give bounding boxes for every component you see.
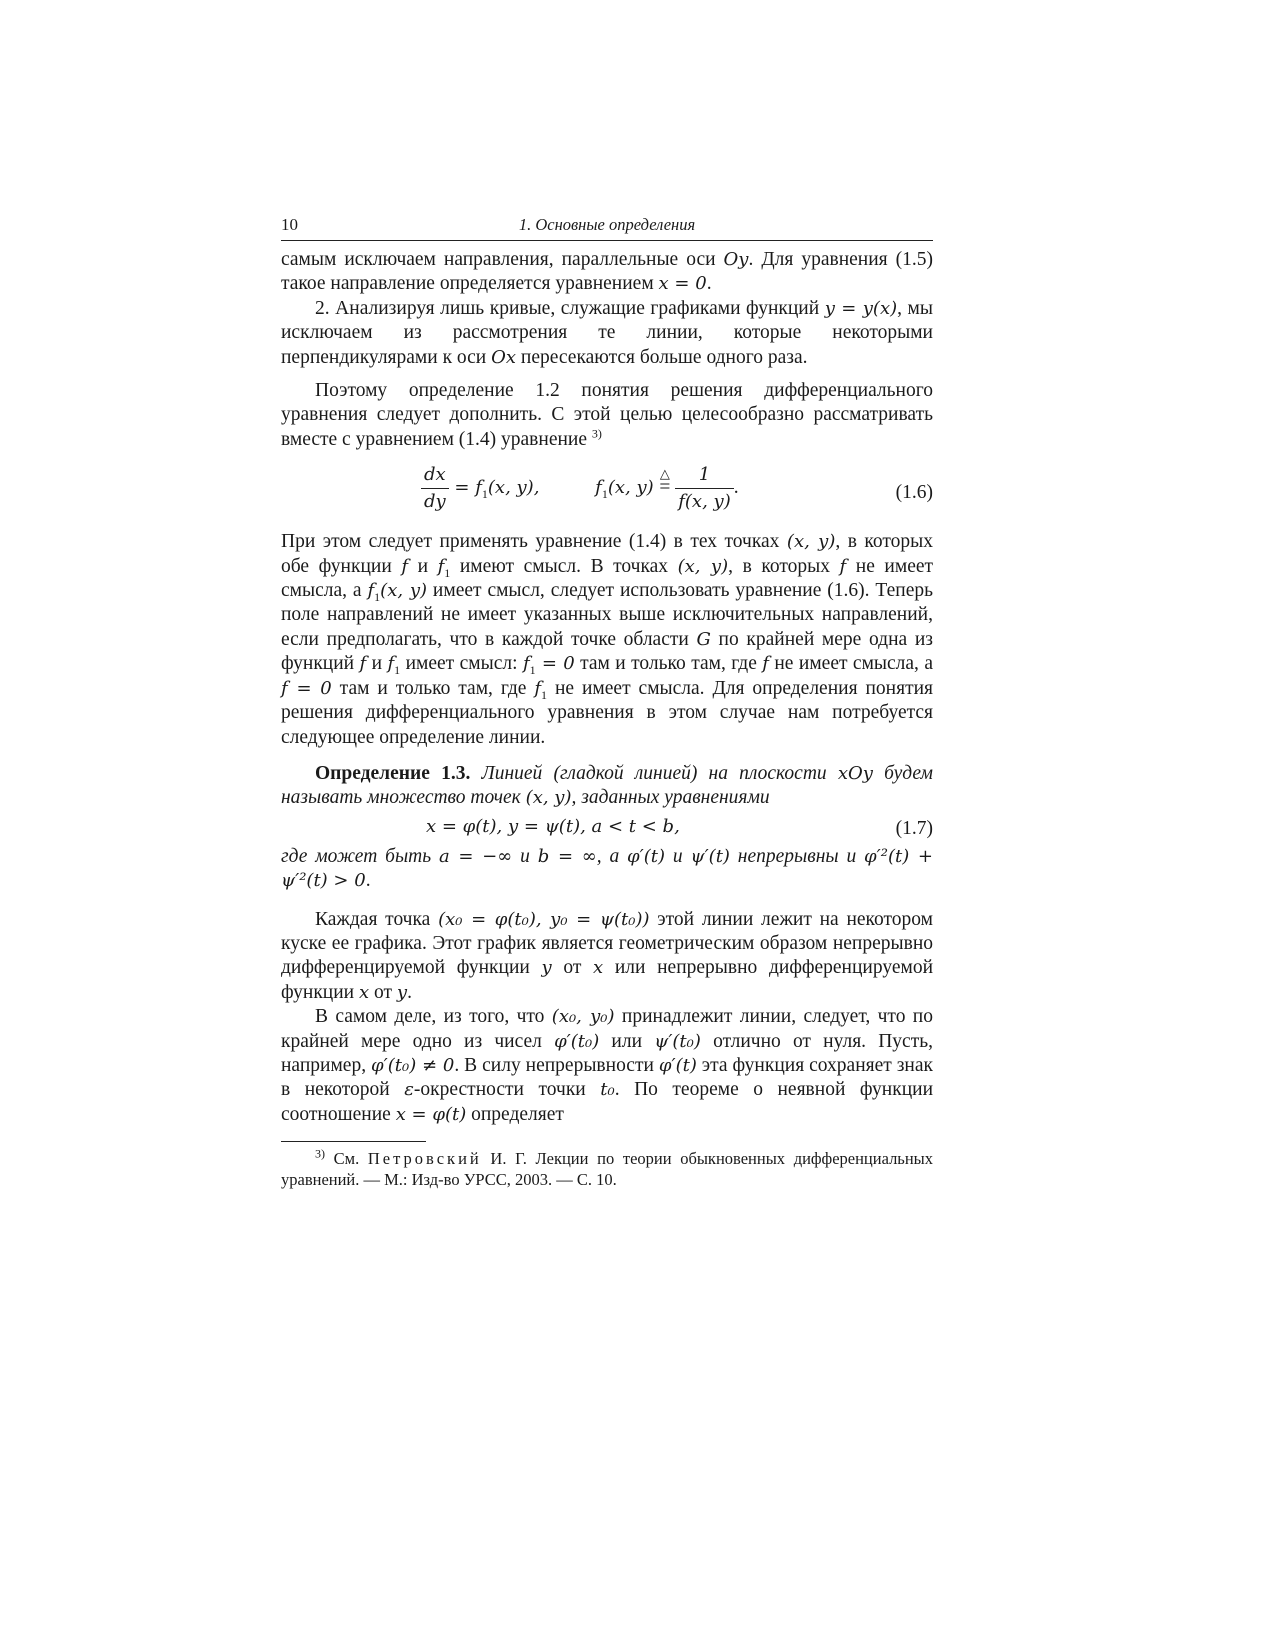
fraction-1-over-f: $\frac{1}{f(x, y)}$	[675, 462, 733, 515]
equation-number-1-6: (1.6)	[895, 482, 933, 504]
page	[281, 213, 933, 1190]
footnote: $^{3)}$ См. Петровский И. Г. Лекции по теории обыкновенных дифференциальных уравнений. — М.: Изд-во УРСС, 2003. — С. 10.	[281, 1146, 933, 1190]
footnote-rule	[281, 1141, 426, 1142]
paragraph-4: При этом следует применять уравнение (1.4) в тех точках (x, y), в которых обе функции f и $f_1$ имеют смысл. В точках (x, y), в которых f не имеет смысла, а $f_1(x$, y) имеет смысл, следует использовать уравнение (1.6). Теперь поле направлений не имеет указанных выше исключительных направлений, если предполагать, что в каждой точке области G по крайней мере одна из функций f и $f_1$ имеет смысл: $f_1 = 0$ там и только там, где f не имеет смысла, а f = 0 там и только там, где $f_1$ не имеет смысла. Для определения понятия решения дифференциального уравнения в этом случае нам потребуется следующее определение линии.	[281, 531, 934, 748]
definition-label: Определение 1.3.	[315, 762, 471, 784]
running-header	[281, 213, 933, 241]
running-title: 1. Основные определения	[518, 215, 696, 234]
page-number: 10	[281, 215, 298, 234]
paragraph-1: самым исключаем направления, параллельные оси Oy. Для уравнения (1.5) такое направление определяется уравнением x = 0.	[281, 249, 933, 295]
equation-1-6: $\frac{dx}{dy}$ = $f_1(x$, y), $f_1(x$, y) △ = $\frac{1}{f(x, y)}$ . (1.6)	[281, 462, 933, 524]
equation-1-7: x = φ(t), y = ψ(t), a < t < b, (1.7)	[281, 815, 933, 843]
defined-equals: △ =	[659, 466, 671, 499]
paragraph-6: В самом деле, из того, что (x₀, y₀) принадлежит линии, следует, что по крайней мере одно из чисел φ′(t₀) или ψ′(t₀) отлично от нуля. Пусть, например, φ′(t₀) ≠ 0. В силу непрерывности φ′(t) эта функция сохраняет знак в некоторой ε-окрестности точки t₀. По теореме о неявной функции соотношение x = φ(t) определяет	[281, 1006, 934, 1125]
paragraph-2: 2. Анализируя лишь кривые, служащие графиками функций y = y(x), мы исключаем из рассмотрения те линии, которые некоторыми перпендикулярами к оси Ox пересекаются больше одного раза.	[281, 297, 933, 368]
equation-number-1-7: (1.7)	[895, 817, 933, 839]
paragraph-3: Поэтому определение 1.2 понятия решения дифференциального уравнения следует дополнить. С этой целью целесообразно рассматривать вместе с уравнением (1.4) уравнение $^{3)}$	[281, 380, 933, 450]
paragraph-5: Каждая точка (x₀ = φ(t₀), y₀ = ψ(t₀)) этой линии лежит на некотором куске ее графика. Этот график является геометрическим образом непрерывно дифференцируемой функции y от x или непрерывно дифференцируемой функции x от y.	[281, 908, 934, 1003]
definition-1-3: Определение 1.3. Линией (гладкой линией) на плоскости xOy будем называть множество точек (x, y), заданных уравнениями x = φ(t), y = ψ(t), a < t < b, (1.7) где может быть a = −∞ и b = ∞, а φ′(t) и ψ′(t) непрерывны и φ′²(t) + ψ′²(t) > 0.	[281, 762, 934, 892]
fraction-dx-dy: $\frac{dx}{dy}$	[421, 462, 449, 515]
footnote-ref: 3)	[591, 426, 602, 441]
